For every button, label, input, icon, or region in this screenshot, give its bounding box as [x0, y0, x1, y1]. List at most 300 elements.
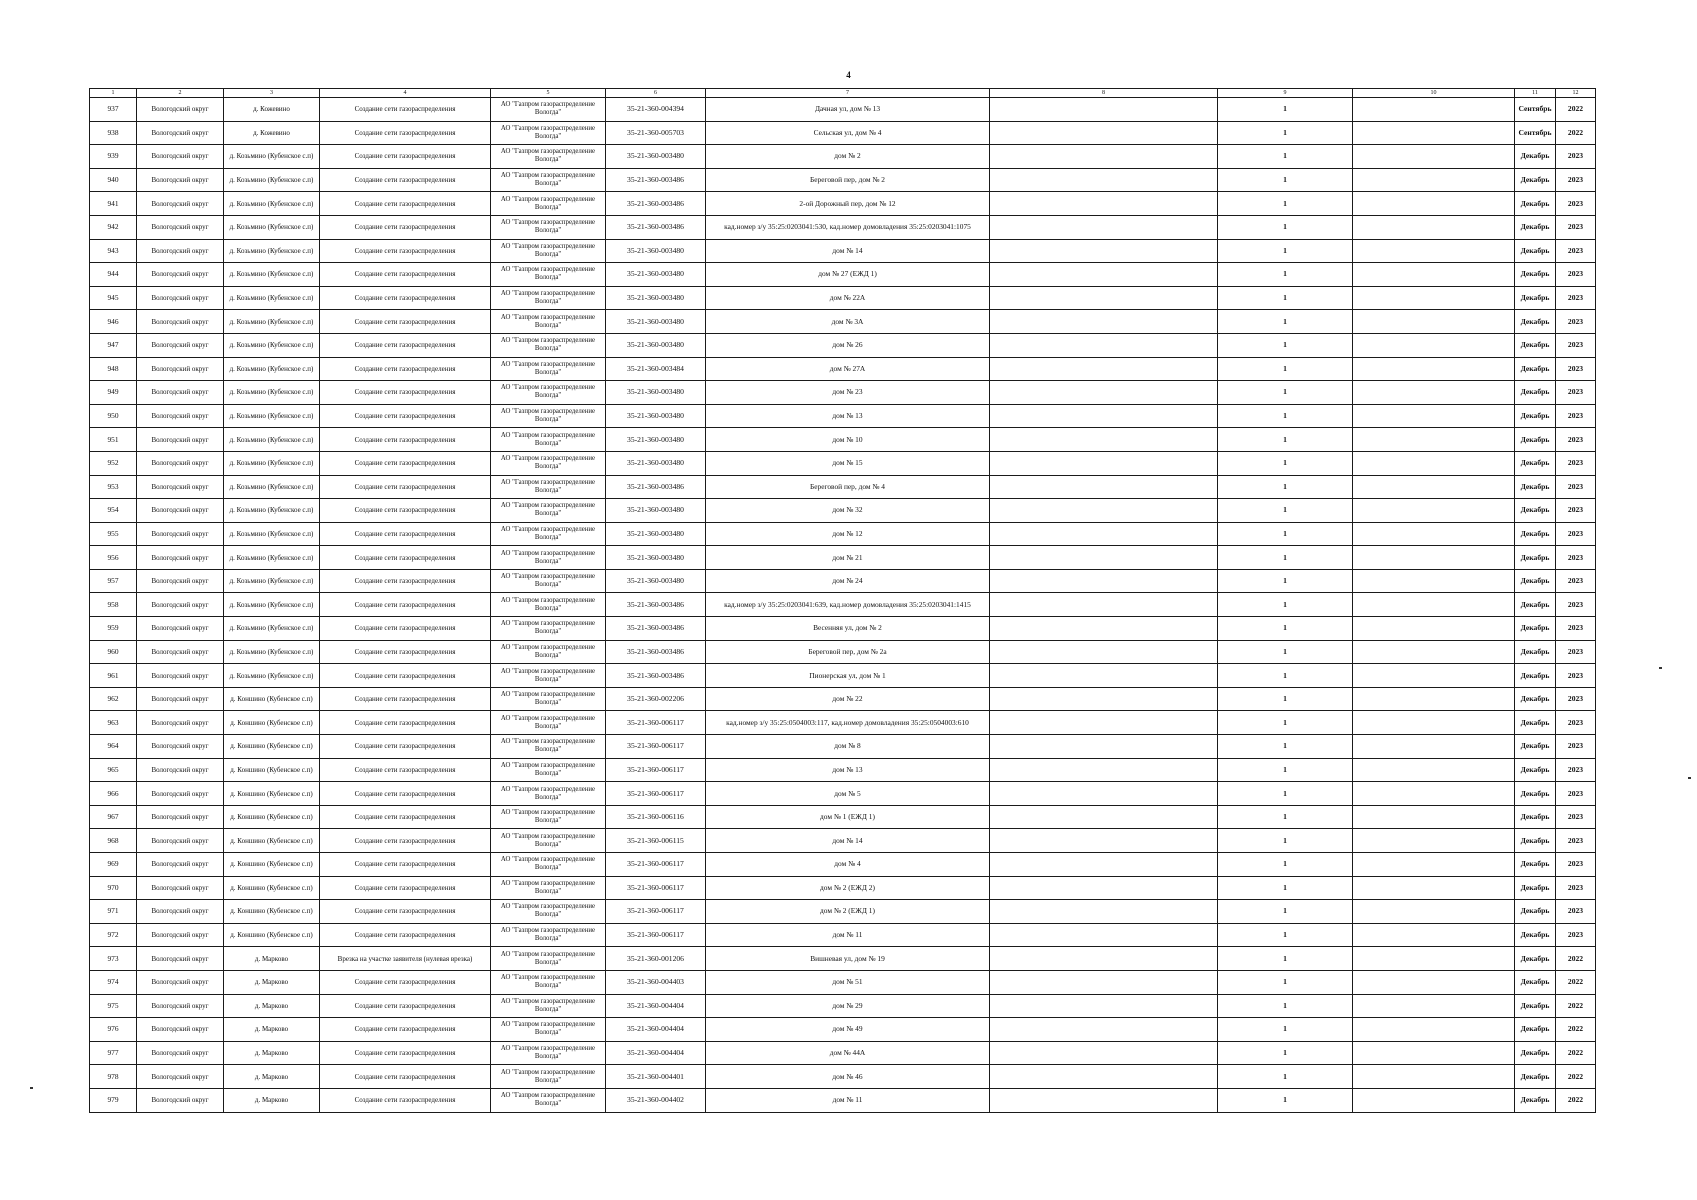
- activity-cell: Создание сети газораспределения: [320, 970, 491, 994]
- district-cell: Вологодский округ: [137, 853, 224, 877]
- locality-cell: д. Коншино (Кубенское с.п): [224, 687, 320, 711]
- month-cell: Декабрь: [1515, 357, 1556, 381]
- network-id-cell: 35-21-360-006117: [606, 711, 706, 735]
- empty-cell: [1353, 640, 1515, 664]
- scan-mark: [30, 1087, 33, 1089]
- quantity-cell: 1: [1218, 805, 1353, 829]
- district-cell: Вологодский округ: [137, 1018, 224, 1042]
- year-cell: 2023: [1556, 546, 1596, 570]
- empty-cell: [990, 121, 1218, 145]
- column-number: 12: [1556, 89, 1596, 98]
- empty-cell: [1353, 711, 1515, 735]
- activity-cell: Создание сети газораспределения: [320, 829, 491, 853]
- year-cell: 2023: [1556, 404, 1596, 428]
- network-id-cell: 35-21-360-003486: [606, 664, 706, 688]
- address-cell: дом № 22: [706, 687, 990, 711]
- empty-cell: [1353, 215, 1515, 239]
- month-cell: Декабрь: [1515, 1018, 1556, 1042]
- empty-cell: [1353, 923, 1515, 947]
- month-cell: Декабрь: [1515, 168, 1556, 192]
- network-id-cell: 35-21-360-003480: [606, 428, 706, 452]
- month-cell: Декабрь: [1515, 758, 1556, 782]
- activity-cell: Создание сети газораспределения: [320, 215, 491, 239]
- network-id-cell: 35-21-360-006117: [606, 923, 706, 947]
- network-id-cell: 35-21-360-006115: [606, 829, 706, 853]
- locality-cell: д. Коншино (Кубенское с.п): [224, 923, 320, 947]
- owner-cell: АО "Газпром газораспределение Вологда": [491, 735, 606, 759]
- activity-cell: Врезка на участке заявителя (нулевая врезка): [320, 947, 491, 971]
- year-cell: 2023: [1556, 215, 1596, 239]
- owner-cell: АО "Газпром газораспределение Вологда": [491, 782, 606, 806]
- district-cell: Вологодский округ: [137, 711, 224, 735]
- row-number: 961: [90, 664, 137, 688]
- table-row: [90, 687, 1596, 711]
- month-cell: Декабрь: [1515, 263, 1556, 287]
- row-number: 940: [90, 168, 137, 192]
- year-cell: 2023: [1556, 687, 1596, 711]
- row-number: 937: [90, 98, 137, 122]
- table-row: [90, 782, 1596, 806]
- month-cell: Сентябрь: [1515, 98, 1556, 122]
- empty-cell: [1353, 121, 1515, 145]
- empty-cell: [990, 593, 1218, 617]
- table-row: [90, 333, 1596, 357]
- network-id-cell: 35-21-360-003480: [606, 381, 706, 405]
- quantity-cell: 1: [1218, 192, 1353, 216]
- address-cell: дом № 24: [706, 569, 990, 593]
- table-row: [90, 475, 1596, 499]
- district-cell: Вологодский округ: [137, 805, 224, 829]
- month-cell: Декабрь: [1515, 923, 1556, 947]
- row-number: 956: [90, 546, 137, 570]
- quantity-cell: 1: [1218, 333, 1353, 357]
- month-cell: Декабрь: [1515, 640, 1556, 664]
- locality-cell: д. Козьмино (Кубенское с.п): [224, 499, 320, 523]
- month-cell: Декабрь: [1515, 1065, 1556, 1089]
- month-cell: Декабрь: [1515, 404, 1556, 428]
- month-cell: Декабрь: [1515, 145, 1556, 169]
- locality-cell: д. Козьмино (Кубенское с.п): [224, 522, 320, 546]
- district-cell: Вологодский округ: [137, 121, 224, 145]
- address-cell: дом № 2 (ЕЖД 1): [706, 900, 990, 924]
- year-cell: 2023: [1556, 357, 1596, 381]
- empty-cell: [1353, 829, 1515, 853]
- year-cell: 2023: [1556, 617, 1596, 641]
- month-cell: Декабрь: [1515, 522, 1556, 546]
- network-id-cell: 35-21-360-004404: [606, 1041, 706, 1065]
- network-id-cell: 35-21-360-006117: [606, 876, 706, 900]
- empty-cell: [1353, 617, 1515, 641]
- table-row: [90, 145, 1596, 169]
- address-cell: дом № 49: [706, 1018, 990, 1042]
- owner-cell: АО "Газпром газораспределение Вологда": [491, 475, 606, 499]
- owner-cell: АО "Газпром газораспределение Вологда": [491, 617, 606, 641]
- locality-cell: д. Кожевино: [224, 121, 320, 145]
- scan-mark: [1659, 667, 1662, 669]
- district-cell: Вологодский округ: [137, 192, 224, 216]
- empty-cell: [1353, 593, 1515, 617]
- year-cell: 2023: [1556, 381, 1596, 405]
- year-cell: 2023: [1556, 192, 1596, 216]
- year-cell: 2023: [1556, 499, 1596, 523]
- quantity-cell: 1: [1218, 853, 1353, 877]
- empty-cell: [990, 758, 1218, 782]
- year-cell: 2023: [1556, 876, 1596, 900]
- network-id-cell: 35-21-360-003486: [606, 593, 706, 617]
- quantity-cell: 1: [1218, 758, 1353, 782]
- activity-cell: Создание сети газораспределения: [320, 664, 491, 688]
- network-id-cell: 35-21-360-003480: [606, 145, 706, 169]
- locality-cell: д. Козьмино (Кубенское с.п): [224, 286, 320, 310]
- locality-cell: д. Коншино (Кубенское с.п): [224, 853, 320, 877]
- activity-cell: Создание сети газораспределения: [320, 994, 491, 1018]
- column-number: 8: [990, 89, 1218, 98]
- empty-cell: [1353, 735, 1515, 759]
- column-number: 11: [1515, 89, 1556, 98]
- owner-cell: АО "Газпром газораспределение Вологда": [491, 593, 606, 617]
- empty-cell: [990, 1018, 1218, 1042]
- column-number: 3: [224, 89, 320, 98]
- activity-cell: Создание сети газораспределения: [320, 428, 491, 452]
- table-row: [90, 900, 1596, 924]
- empty-cell: [990, 687, 1218, 711]
- column-number: 9: [1218, 89, 1353, 98]
- empty-cell: [990, 192, 1218, 216]
- address-cell: дом № 51: [706, 970, 990, 994]
- activity-cell: Создание сети газораспределения: [320, 522, 491, 546]
- quantity-cell: 1: [1218, 98, 1353, 122]
- empty-cell: [1353, 145, 1515, 169]
- empty-cell: [1353, 970, 1515, 994]
- quantity-cell: 1: [1218, 782, 1353, 806]
- year-cell: 2023: [1556, 333, 1596, 357]
- table-row: [90, 1065, 1596, 1089]
- district-cell: Вологодский округ: [137, 522, 224, 546]
- row-number: 951: [90, 428, 137, 452]
- month-cell: Декабрь: [1515, 711, 1556, 735]
- locality-cell: д. Козьмино (Кубенское с.п): [224, 357, 320, 381]
- quantity-cell: 1: [1218, 215, 1353, 239]
- district-cell: Вологодский округ: [137, 546, 224, 570]
- owner-cell: АО "Газпром газораспределение Вологда": [491, 1041, 606, 1065]
- address-cell: дом № 14: [706, 829, 990, 853]
- table-row: [90, 310, 1596, 334]
- empty-cell: [1353, 404, 1515, 428]
- address-cell: дом № 22А: [706, 286, 990, 310]
- owner-cell: АО "Газпром газораспределение Вологда": [491, 829, 606, 853]
- address-cell: дом № 2: [706, 145, 990, 169]
- row-number: 965: [90, 758, 137, 782]
- row-number: 964: [90, 735, 137, 759]
- row-number: 953: [90, 475, 137, 499]
- row-number: 947: [90, 333, 137, 357]
- locality-cell: д. Марково: [224, 1041, 320, 1065]
- locality-cell: д. Козьмино (Кубенское с.п): [224, 310, 320, 334]
- month-cell: Декабрь: [1515, 735, 1556, 759]
- table-row: [90, 499, 1596, 523]
- year-cell: 2023: [1556, 239, 1596, 263]
- empty-cell: [1353, 947, 1515, 971]
- activity-cell: Создание сети газораспределения: [320, 640, 491, 664]
- month-cell: Декабрь: [1515, 947, 1556, 971]
- column-number: 1: [90, 89, 137, 98]
- owner-cell: АО "Газпром газораспределение Вологда": [491, 428, 606, 452]
- locality-cell: д. Марково: [224, 1065, 320, 1089]
- activity-cell: Создание сети газораспределения: [320, 758, 491, 782]
- activity-cell: Создание сети газораспределения: [320, 735, 491, 759]
- network-id-cell: 35-21-360-003486: [606, 475, 706, 499]
- year-cell: 2023: [1556, 782, 1596, 806]
- owner-cell: АО "Газпром газораспределение Вологда": [491, 569, 606, 593]
- table-row: [90, 451, 1596, 475]
- column-number: 6: [606, 89, 706, 98]
- locality-cell: д. Коншино (Кубенское с.п): [224, 711, 320, 735]
- quantity-cell: 1: [1218, 546, 1353, 570]
- column-number: 7: [706, 89, 990, 98]
- month-cell: Декабрь: [1515, 994, 1556, 1018]
- month-cell: Сентябрь: [1515, 121, 1556, 145]
- table-row: [90, 853, 1596, 877]
- address-cell: дом № 23: [706, 381, 990, 405]
- empty-cell: [1353, 569, 1515, 593]
- network-id-cell: 35-21-360-003486: [606, 617, 706, 641]
- activity-cell: Создание сети газораспределения: [320, 451, 491, 475]
- locality-cell: д. Коншино (Кубенское с.п): [224, 782, 320, 806]
- column-number: 4: [320, 89, 491, 98]
- address-cell: 2-ой Дорожный пер, дом № 12: [706, 192, 990, 216]
- owner-cell: АО "Газпром газораспределение Вологда": [491, 145, 606, 169]
- month-cell: Декабрь: [1515, 286, 1556, 310]
- table-row: [90, 357, 1596, 381]
- empty-cell: [990, 263, 1218, 287]
- network-id-cell: 35-21-360-003480: [606, 522, 706, 546]
- activity-cell: Создание сети газораспределения: [320, 1018, 491, 1042]
- quantity-cell: 1: [1218, 970, 1353, 994]
- month-cell: Декабрь: [1515, 333, 1556, 357]
- locality-cell: д. Козьмино (Кубенское с.п): [224, 192, 320, 216]
- empty-cell: [1353, 168, 1515, 192]
- address-cell: дом № 4: [706, 853, 990, 877]
- empty-cell: [990, 286, 1218, 310]
- owner-cell: АО "Газпром газораспределение Вологда": [491, 1018, 606, 1042]
- quantity-cell: 1: [1218, 687, 1353, 711]
- quantity-cell: 1: [1218, 900, 1353, 924]
- network-id-cell: 35-21-360-003480: [606, 569, 706, 593]
- network-id-cell: 35-21-360-003480: [606, 333, 706, 357]
- empty-cell: [990, 923, 1218, 947]
- owner-cell: АО "Газпром газораспределение Вологда": [491, 876, 606, 900]
- table-row: [90, 805, 1596, 829]
- empty-cell: [1353, 687, 1515, 711]
- table-row: [90, 546, 1596, 570]
- owner-cell: АО "Газпром газораспределение Вологда": [491, 192, 606, 216]
- month-cell: Декабрь: [1515, 381, 1556, 405]
- row-number: 955: [90, 522, 137, 546]
- year-cell: 2023: [1556, 900, 1596, 924]
- month-cell: Декабрь: [1515, 569, 1556, 593]
- district-cell: Вологодский округ: [137, 687, 224, 711]
- year-cell: 2023: [1556, 805, 1596, 829]
- year-cell: 2023: [1556, 145, 1596, 169]
- activity-cell: Создание сети газораспределения: [320, 1088, 491, 1112]
- column-number: 2: [137, 89, 224, 98]
- locality-cell: д. Марково: [224, 970, 320, 994]
- quantity-cell: 1: [1218, 475, 1353, 499]
- network-id-cell: 35-21-360-003480: [606, 239, 706, 263]
- table-row: [90, 428, 1596, 452]
- network-id-cell: 35-21-360-003480: [606, 499, 706, 523]
- activity-cell: Создание сети газораспределения: [320, 263, 491, 287]
- column-number: 5: [491, 89, 606, 98]
- owner-cell: АО "Газпром газораспределение Вологда": [491, 853, 606, 877]
- year-cell: 2022: [1556, 994, 1596, 1018]
- owner-cell: АО "Газпром газораспределение Вологда": [491, 121, 606, 145]
- empty-cell: [1353, 1018, 1515, 1042]
- row-number: 943: [90, 239, 137, 263]
- locality-cell: д. Козьмино (Кубенское с.п): [224, 215, 320, 239]
- address-cell: дом № 15: [706, 451, 990, 475]
- table-row: [90, 522, 1596, 546]
- district-cell: Вологодский округ: [137, 215, 224, 239]
- activity-cell: Создание сети газораспределения: [320, 168, 491, 192]
- district-cell: Вологодский округ: [137, 923, 224, 947]
- row-number: 978: [90, 1065, 137, 1089]
- row-number: 938: [90, 121, 137, 145]
- owner-cell: АО "Газпром газораспределение Вологда": [491, 215, 606, 239]
- row-number: 957: [90, 569, 137, 593]
- year-cell: 2023: [1556, 263, 1596, 287]
- owner-cell: АО "Газпром газораспределение Вологда": [491, 404, 606, 428]
- address-cell: Дачная ул, дом № 13: [706, 98, 990, 122]
- owner-cell: АО "Газпром газораспределение Вологда": [491, 994, 606, 1018]
- activity-cell: Создание сети газораспределения: [320, 546, 491, 570]
- quantity-cell: 1: [1218, 1088, 1353, 1112]
- table-row: [90, 1041, 1596, 1065]
- table-row: [90, 593, 1596, 617]
- locality-cell: д. Коншино (Кубенское с.п): [224, 805, 320, 829]
- empty-cell: [1353, 758, 1515, 782]
- network-id-cell: 35-21-360-006117: [606, 900, 706, 924]
- address-cell: дом № 5: [706, 782, 990, 806]
- address-cell: дом № 11: [706, 1088, 990, 1112]
- table-row: [90, 640, 1596, 664]
- activity-cell: Создание сети газораспределения: [320, 593, 491, 617]
- empty-cell: [1353, 98, 1515, 122]
- locality-cell: д. Коншино (Кубенское с.п): [224, 900, 320, 924]
- address-cell: дом № 13: [706, 404, 990, 428]
- empty-cell: [990, 546, 1218, 570]
- empty-cell: [1353, 546, 1515, 570]
- activity-cell: Создание сети газораспределения: [320, 876, 491, 900]
- month-cell: Декабрь: [1515, 687, 1556, 711]
- address-cell: дом № 44А: [706, 1041, 990, 1065]
- quantity-cell: 1: [1218, 829, 1353, 853]
- year-cell: 2023: [1556, 640, 1596, 664]
- row-number: 960: [90, 640, 137, 664]
- network-id-cell: 35-21-360-004404: [606, 1018, 706, 1042]
- quantity-cell: 1: [1218, 310, 1353, 334]
- empty-cell: [990, 333, 1218, 357]
- table-row: [90, 711, 1596, 735]
- district-cell: Вологодский округ: [137, 900, 224, 924]
- network-id-cell: 35-21-360-003486: [606, 192, 706, 216]
- row-number: 963: [90, 711, 137, 735]
- quantity-cell: 1: [1218, 1041, 1353, 1065]
- empty-cell: [990, 310, 1218, 334]
- owner-cell: АО "Газпром газораспределение Вологда": [491, 239, 606, 263]
- year-cell: 2023: [1556, 310, 1596, 334]
- table-row: [90, 121, 1596, 145]
- empty-cell: [990, 617, 1218, 641]
- row-number: 975: [90, 994, 137, 1018]
- locality-cell: д. Козьмино (Кубенское с.п): [224, 168, 320, 192]
- empty-cell: [990, 1065, 1218, 1089]
- month-cell: Декабрь: [1515, 215, 1556, 239]
- quantity-cell: 1: [1218, 168, 1353, 192]
- table-row: [90, 923, 1596, 947]
- empty-cell: [990, 970, 1218, 994]
- locality-cell: д. Козьмино (Кубенское с.п): [224, 593, 320, 617]
- district-cell: Вологодский округ: [137, 640, 224, 664]
- address-cell: Сельская ул, дом № 4: [706, 121, 990, 145]
- year-cell: 2022: [1556, 98, 1596, 122]
- year-cell: 2022: [1556, 1065, 1596, 1089]
- district-cell: Вологодский округ: [137, 1088, 224, 1112]
- owner-cell: АО "Газпром газораспределение Вологда": [491, 310, 606, 334]
- district-cell: Вологодский округ: [137, 475, 224, 499]
- empty-cell: [1353, 192, 1515, 216]
- table-row: [90, 192, 1596, 216]
- activity-cell: Создание сети газораспределения: [320, 404, 491, 428]
- activity-cell: Создание сети газораспределения: [320, 900, 491, 924]
- year-cell: 2023: [1556, 569, 1596, 593]
- table-body: [90, 98, 1596, 1113]
- page-number: 4: [846, 70, 851, 80]
- district-cell: Вологодский округ: [137, 970, 224, 994]
- address-cell: Пионерская ул, дом № 1: [706, 664, 990, 688]
- district-cell: Вологодский округ: [137, 617, 224, 641]
- month-cell: Декабрь: [1515, 853, 1556, 877]
- network-id-cell: 35-21-360-003486: [606, 168, 706, 192]
- empty-cell: [1353, 475, 1515, 499]
- row-number: 958: [90, 593, 137, 617]
- activity-cell: Создание сети газораспределения: [320, 121, 491, 145]
- owner-cell: АО "Газпром газораспределение Вологда": [491, 923, 606, 947]
- row-number: 966: [90, 782, 137, 806]
- empty-cell: [990, 404, 1218, 428]
- district-cell: Вологодский округ: [137, 1041, 224, 1065]
- table-row: [90, 829, 1596, 853]
- district-cell: Вологодский округ: [137, 758, 224, 782]
- table-row: [90, 1018, 1596, 1042]
- row-number: 942: [90, 215, 137, 239]
- address-cell: дом № 27 (ЕЖД 1): [706, 263, 990, 287]
- empty-cell: [1353, 522, 1515, 546]
- district-cell: Вологодский округ: [137, 451, 224, 475]
- owner-cell: АО "Газпром газораспределение Вологда": [491, 687, 606, 711]
- table-row: [90, 758, 1596, 782]
- quantity-cell: 1: [1218, 617, 1353, 641]
- empty-cell: [1353, 263, 1515, 287]
- quantity-cell: 1: [1218, 263, 1353, 287]
- address-cell: дом № 26: [706, 333, 990, 357]
- locality-cell: д. Козьмино (Кубенское с.п): [224, 381, 320, 405]
- year-cell: 2023: [1556, 168, 1596, 192]
- row-number: 962: [90, 687, 137, 711]
- empty-cell: [990, 215, 1218, 239]
- year-cell: 2022: [1556, 1018, 1596, 1042]
- activity-cell: Создание сети газораспределения: [320, 569, 491, 593]
